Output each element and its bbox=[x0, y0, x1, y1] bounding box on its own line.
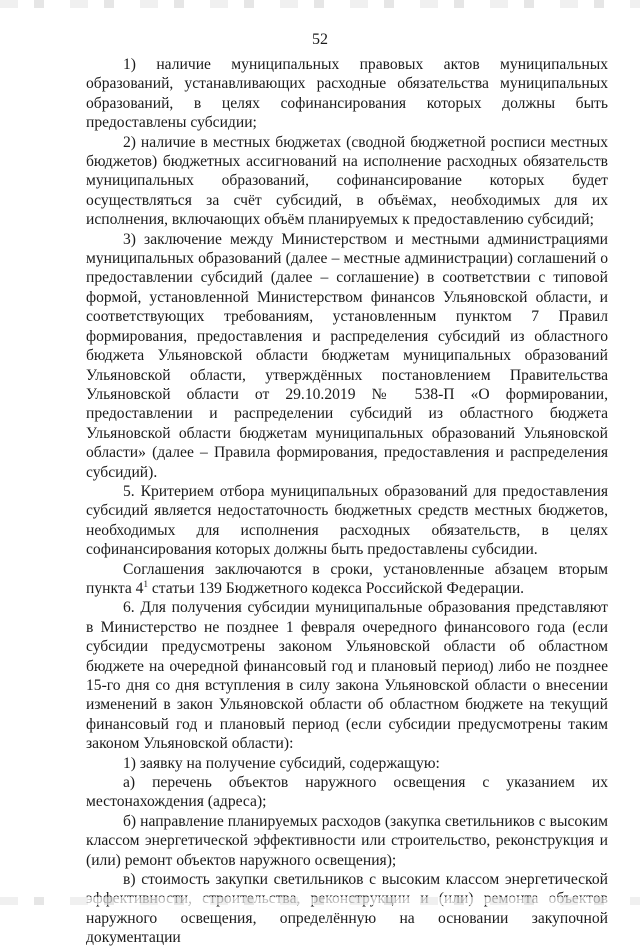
paragraph-a: а) перечень объектов наружного освещения с указанием их местонахождения (адреса); bbox=[86, 774, 608, 811]
agreements-text-after: статьи 139 Бюджетного кодекса Российской Федерации. bbox=[147, 579, 525, 597]
document-body bbox=[86, 55, 608, 948]
paragraph-b: б) направление планируемых расходов (закупка светильников с высоким классом энергетической эффективности или строительство, реконструкция и (или) ремонт объектов наружного освещения); bbox=[86, 812, 608, 869]
agreements-text-before: Соглашения заключаются в сроки, установленные абзацем вторым пункта 4 bbox=[86, 560, 608, 597]
paragraph-2: 2) наличие в местных бюджетах (сводной бюджетной росписи местных бюджетов) бюджетных ассигнований на исполнение расходных обязательств муниципальных образований, софинансирование которых будет осуществляться за счёт субсидий, в объёмах, необходимых для их исполнения, включающих объём планируемых к предоставлению субсидий; bbox=[86, 133, 608, 229]
paragraph-agreements bbox=[86, 560, 608, 599]
paragraph-3: 3) заключение между Министерством и местными администрациями муниципальных образований (далее – местные администрации) соглашений о предоставлении субсидий (далее – соглашение) в соответствии с типовой формой, установленной Министерством финансов Ульяновской области, и соответствующих требованиям, установленным пунктом 7 Правил формирования, предоставления и распределения субсидий из областного бюджета Ульяновской области бюджетам муниципальных образований Ульяновской области, утверждённых постановлением Правительства Ульяновской области от 29.10.2019 № 538-П «О формировании, предоставлении и распределении субсидий из областного бюджета Ульяновской области бюджетам муниципальных образований Ульяновской области» (далее – Правила формирования, предоставления и распределения субсидий). bbox=[86, 230, 608, 481]
scan-edge-top bbox=[0, 0, 640, 8]
paragraph-5: 5. Критерием отбора муниципальных образований для предоставления субсидий является недостаточность бюджетных средств местных бюджетов, необходимых для исполнения расходных обязательств, в целях софинансирования которых должны быть предоставлены субсидии. bbox=[86, 482, 608, 559]
paragraph-application: 1) заявку на получение субсидий, содержащую: bbox=[123, 754, 440, 772]
paragraph-v: в) стоимость закупки светильников с высоким классом энергетической наружного освещения, определённую на основании закупочной документации bbox=[86, 871, 608, 947]
paragraph-6: 6. Для получения субсидии муниципальные образования представляют в Министерство не позднее 1 февраля очередного финансового года (если субсидии предусмотрены законом Ульяновской области об областном бюджете на очередной финансовый год и плановый период) либо не позднее 15-го дня со дня вступления в силу закона Ульяновской области о внесении изменений в закон Ульяновской области об областном бюджете на текущий финансовый год и плановый период (если субсидии предусмотрены таким законом Ульяновской области): bbox=[86, 599, 608, 753]
agreements-superscript: 1 bbox=[143, 578, 148, 589]
scan-edge-bottom bbox=[0, 897, 640, 905]
page-number: 52 bbox=[312, 31, 328, 48]
paragraph-1: 1) наличие муниципальных правовых актов муниципальных образований, устанавливающих расходные обязательства муниципальных образований, в целях софинансирования которых должны быть предоставлены субсидии; bbox=[86, 56, 608, 132]
